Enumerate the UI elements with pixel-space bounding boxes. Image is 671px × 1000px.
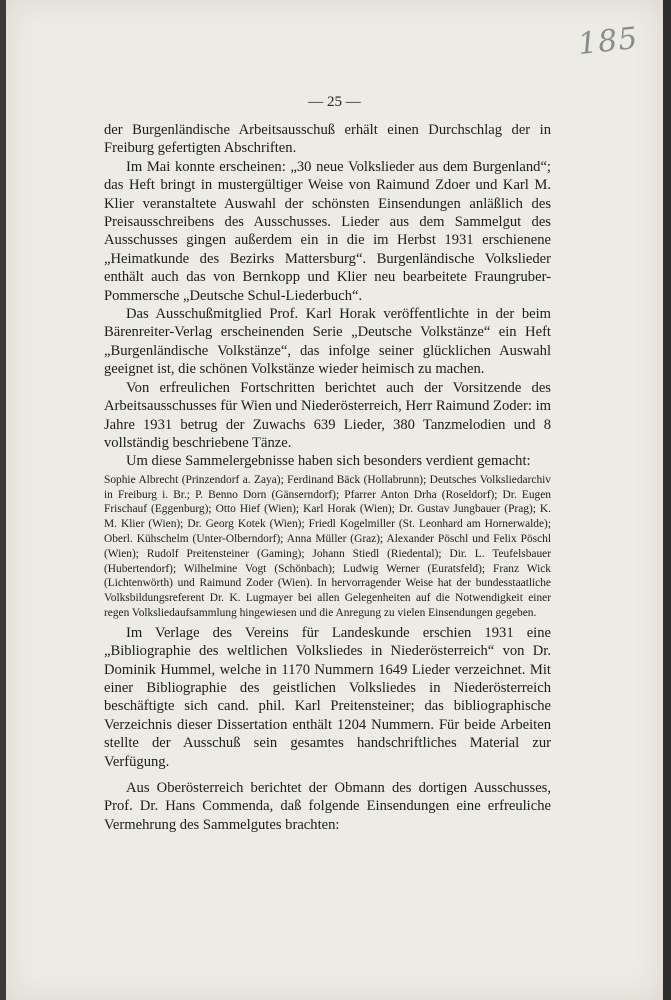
- paragraph-contributors-list: Sophie Albrecht (Prinzendorf a. Zaya); Ferdinand Bäck (Hollabrunn); Deutsches Volksliedarchiv in Freiburg i. Br.; P. Benno Dorn (Gänserndorf); Pfarrer Anton Drha (Roseldorf); Dr. Eugen Frischauf (Eggenburg); Otto Hief (Wien); Karl Horak (Wien); Dr. Gustav Jungbauer (Prag); K. M. Klier (Wien); Dr. Georg Kotek (Wien); Friedl Kogelmiller (St. Leonhard am Hornerwalde); Oberl. Kühschelm (Unter-Olberndorf); Anna Müller (Graz); Alexander Pöschl und Felix Pöschl (Wien); Rudolf Preitensteiner (Gaming); Johann Stiedl (Riedental); Dir. L. Teufelsbauer (Hubertendorf); Wilhelmine Vogt (Schönbach); Ludwig Werner (Euratsfeld); Franz Wick (Lichtenwörth) und Raimund Zoder (Wien). In hervorragender Weise hat der bundesstaatliche Volksbildungsreferent Dr. K. Lugmayer bei allen Gelegenheiten auf die Notwendigkeit einer regen Volksliedaufsammlung hingewiesen und die Anregung zu vielen Einsendungen gegeben.: [104, 473, 551, 619]
- handwritten-page-note: 185: [576, 20, 640, 63]
- paragraph-contributors-intro: Um diese Sammelergebnisse haben sich besonders verdient gemacht:: [126, 453, 531, 470]
- paragraph-horak: Das Ausschußmitglied Prof. Karl Horak veröffentlichte in der beim Bärenreiter-Verlag erscheinenden Serie „Deutsche Volkstänze“ ein Heft „Burgenländische Volkstänze“, das infolge seiner glücklichen Auswahl geeignet ist, die schönen Volkstänze wieder heimisch zu machen.: [104, 306, 551, 378]
- paragraph-bibliography: Im Verlage des Vereins für Landeskunde erschien 1931 eine „Bibliographie des weltlichen Volksliedes in Niederösterreich“ von Dr. Dominik Hummel, welche in 1170 Nummern 1649 Lieder verzeichnet. Mit einer Bibliographie des geistlichen Volksliedes in Niederösterreich beschäftigte sich cand. phil. Karl Preitensteiner; das bibliographische Verzeichnis dieser Dissertation enthält 1204 Nummern. Für beide Arbeiten stellte der Ausschuß sein gesamtes handschriftliches Material zur Verfügung.: [104, 624, 551, 770]
- paragraph-may-publication: Im Mai konnte erscheinen: „30 neue Volkslieder aus dem Burgenland“; das Heft bringt in mustergültiger Weise von Raimund Zdoer und Karl M. Klier veranstaltete Auswahl der schönsten Einsendungen anläßlich des Preisausschreibens des Ausschusses. Lieder aus dem Sammelgut des Ausschusses gingen außerdem ein in die im Herbst 1931 erschienene „Heimatkunde des Bezirks Mattersburg“. Burgenländische Volkslieder enthält auch das von Bernkopp und Klier neu bearbeitete Fraungruber-Pommersche „Deutsche Schul-Liederbuch“.: [104, 158, 551, 304]
- paragraph-continuation: der Burgenländische Arbeitsausschuß erhält einen Durchschlag der in Freiburg gefertigten Abschriften.: [104, 122, 551, 157]
- page-number: — 25 —: [308, 94, 361, 110]
- document-page: [6, 0, 663, 1000]
- paragraph-upper-austria: Aus Oberösterreich berichtet der Obmann des dortigen Ausschusses, Prof. Dr. Hans Commenda, daß folgende Einsendungen eine erfreuliche Vermehrung des Sammelgutes brachten:: [104, 779, 551, 833]
- body-text: [104, 121, 551, 834]
- book-edge: [663, 0, 671, 1000]
- paragraph-zoder-report: Von erfreulichen Fortschritten berichtet auch der Vorsitzende des Arbeitsausschusses für Wien und Niederösterreich, Herr Raimund Zoder: im Jahre 1931 betrug der Zuwachs 639 Lieder, 380 Tanzmelodien und 8 vollständig beschriebene Tänze.: [104, 379, 551, 451]
